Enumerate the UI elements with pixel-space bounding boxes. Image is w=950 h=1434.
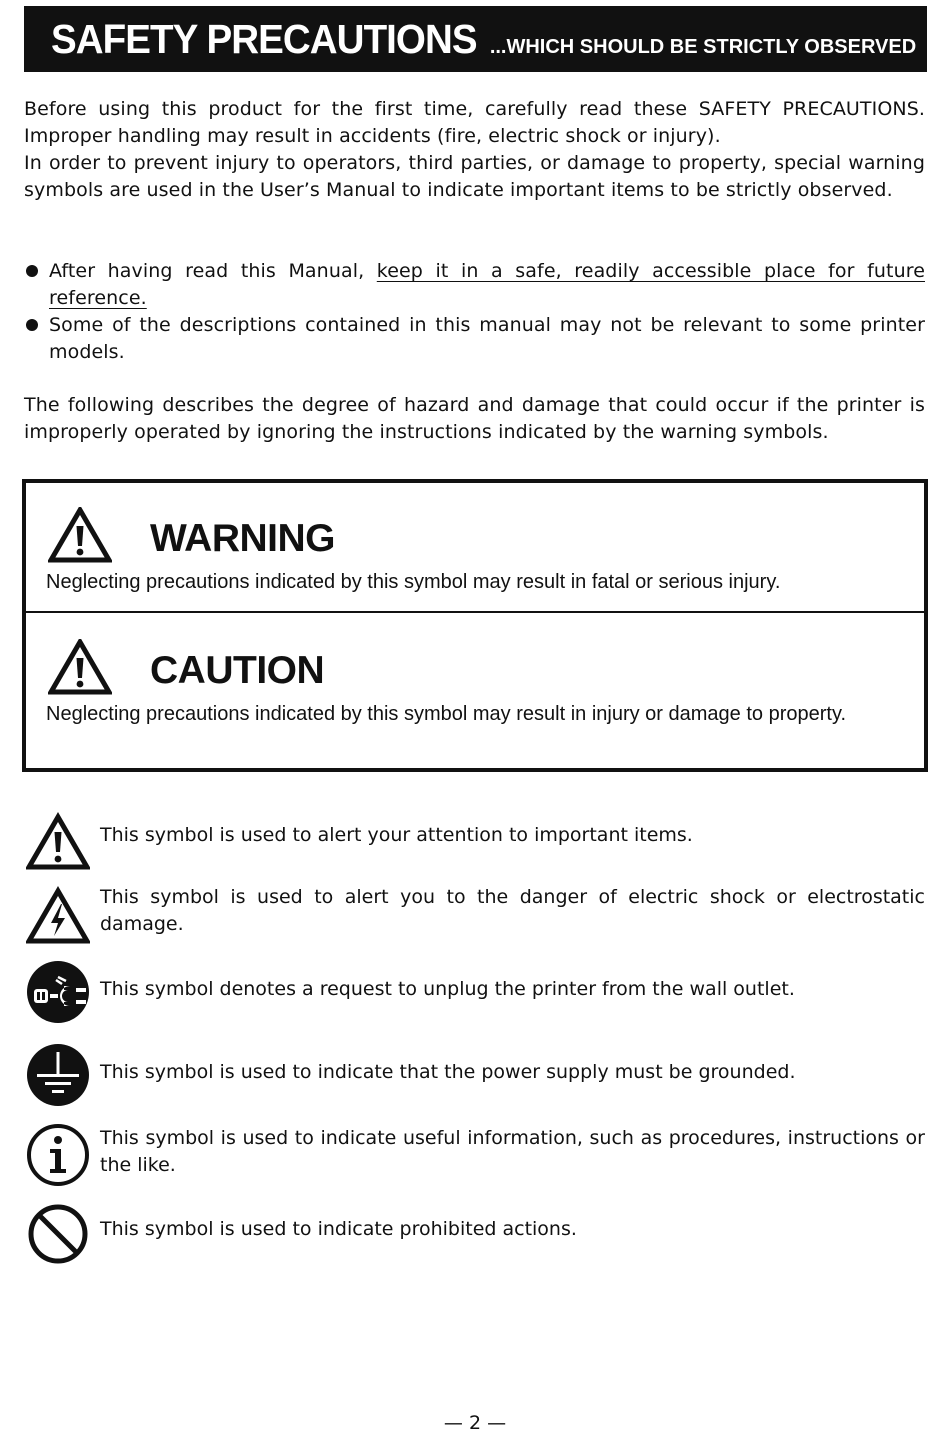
bullet-1-prefix: After having read this Manual, <box>49 260 365 282</box>
page-header <box>24 6 927 72</box>
box-divider <box>26 611 924 613</box>
hazard-levels-box <box>22 479 928 772</box>
intro-paragraph-1: Before using this product for the first time, carefully read these SAFETY PRECAUTIONS. Improper handling may result in accidents (fire, electric shock or injury). <box>24 98 925 147</box>
bullet-icon <box>26 265 38 277</box>
symbol-text: This symbol is used to indicate that the power supply must be grounded. <box>100 1061 796 1083</box>
warning-title: WARNING <box>150 517 335 560</box>
list-item <box>24 258 925 312</box>
symbol-text: This symbol is used to indicate useful information, such as procedures, instructions or the like. <box>100 1127 925 1176</box>
caution-description: Neglecting precautions indicated by this symbol may result in injury or damage to property. <box>46 703 847 725</box>
bullet-icon <box>26 319 38 331</box>
hazard-description: The following describes the degree of hazard and damage that could occur if the printer is improperly operated by ignoring the instructions indicated by the warning symbols. <box>24 394 925 443</box>
page-subtitle: ...WHICH SHOULD BE STRICTLY OBSERVED <box>489 36 917 58</box>
attention-icon <box>26 810 90 874</box>
bullet-2-text: Some of the descriptions contained in this manual may not be relevant to some printer models. <box>49 314 925 363</box>
caution-triangle-icon <box>48 639 112 695</box>
intro-paragraph-2: In order to prevent injury to operators, third parties, or damage to property, special warning symbols are used in the User’s Manual to indicate important items to be strictly observed. <box>24 152 925 201</box>
warning-description: Neglecting precautions indicated by this symbol may result in fatal or serious injury. <box>46 571 781 593</box>
bullet-list <box>24 258 925 366</box>
prohibited-icon <box>26 1202 90 1266</box>
caution-title: CAUTION <box>150 649 325 692</box>
list-item <box>24 312 925 366</box>
ground-icon <box>26 1043 90 1107</box>
bullet-1-emphasis: keep it in a safe, readily accessible place for future reference. <box>49 260 925 309</box>
intro-section <box>24 96 925 204</box>
symbol-text: This symbol is used to indicate prohibited actions. <box>100 1218 577 1240</box>
symbol-text: This symbol is used to alert you to the danger of electric shock or electrostatic damage. <box>100 886 925 935</box>
warning-triangle-icon <box>48 507 112 563</box>
electric-shock-icon <box>26 884 90 948</box>
unplug-icon <box>26 960 90 1024</box>
page-title: SAFETY PRECAUTIONS <box>51 16 477 62</box>
symbol-text: This symbol denotes a request to unplug the printer from the wall outlet. <box>100 978 795 1000</box>
page-number: — 2 — <box>443 1412 507 1434</box>
symbol-text: This symbol is used to alert your attention to important items. <box>100 824 693 846</box>
info-icon <box>26 1123 90 1187</box>
